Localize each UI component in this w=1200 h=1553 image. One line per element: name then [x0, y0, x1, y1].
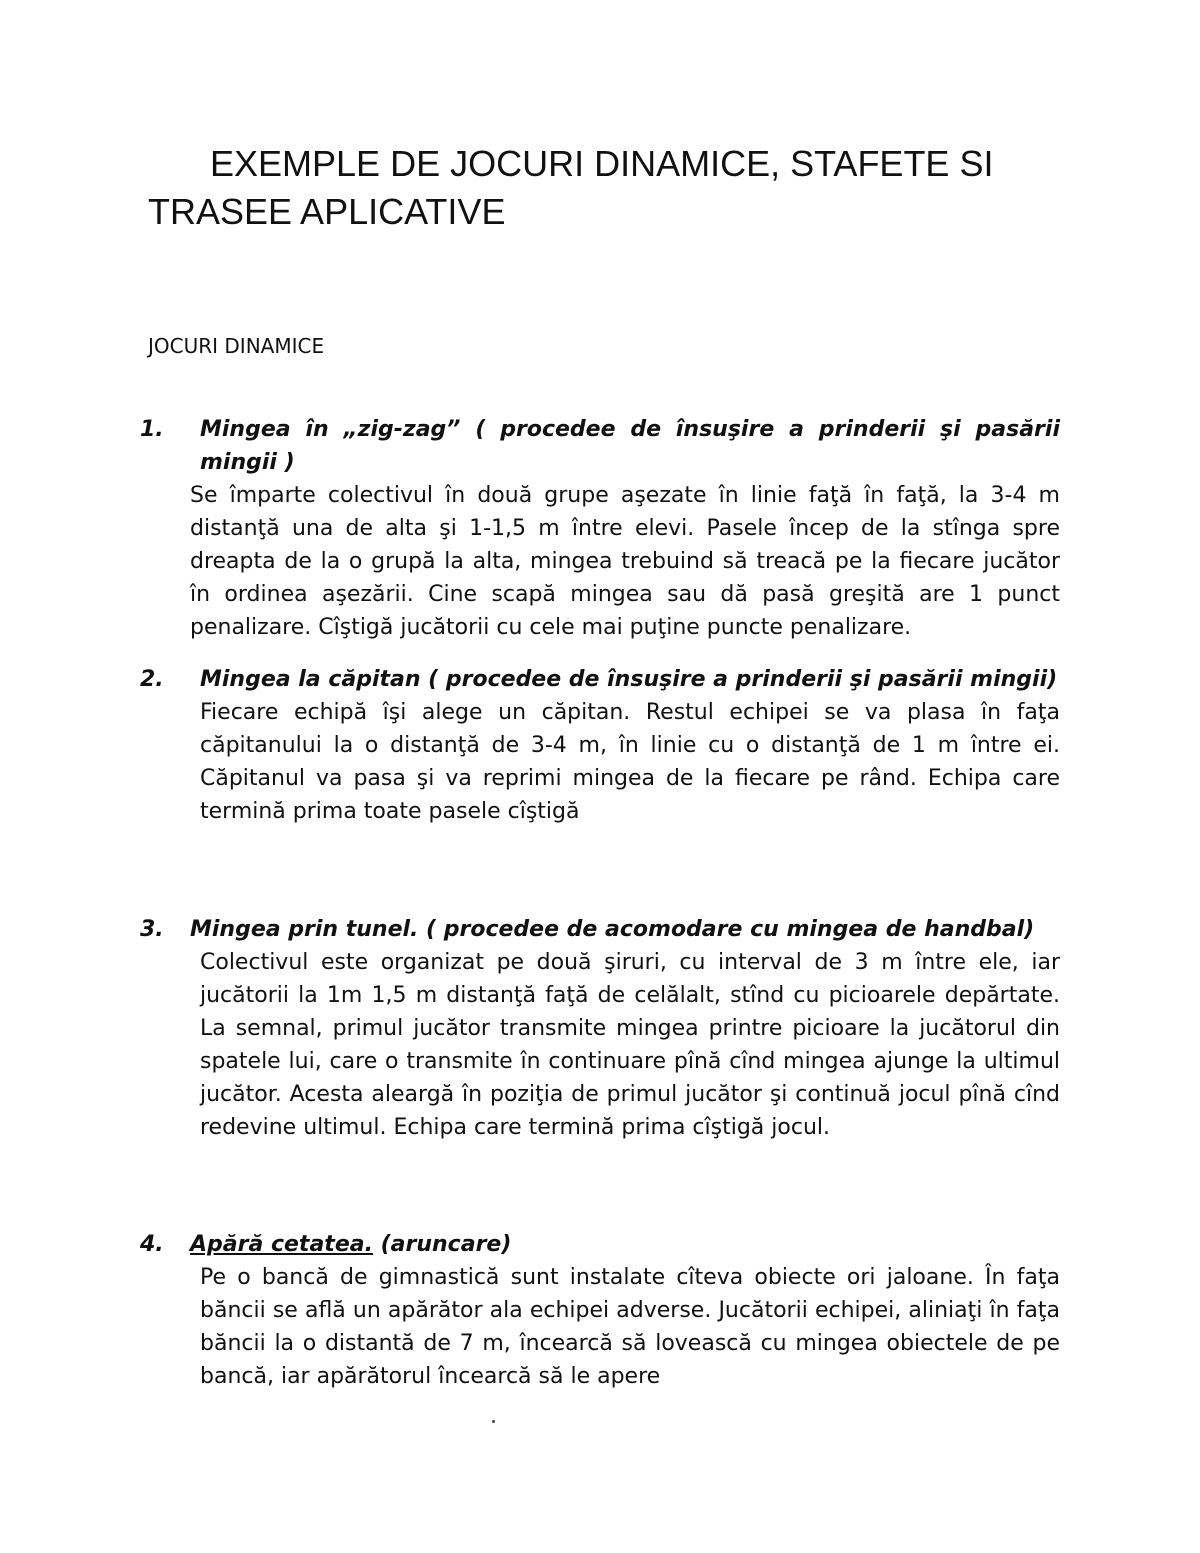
item-title-rest: (aruncare) [372, 1232, 512, 1257]
item-number: 4. [140, 1232, 164, 1257]
item-heading [140, 663, 1060, 696]
list-item [140, 663, 1060, 828]
title-line-1: EXEMPLE DE JOCURI DINAMICE, STAFETE SI [210, 143, 994, 184]
item-number: 1. [140, 417, 164, 442]
item-title: Mingea în „zig-zag” ( procedee de însuşire a prinderii şi pasării mingii ) [200, 417, 1060, 475]
item-number: 2. [140, 667, 164, 692]
item-number: 3. [140, 917, 164, 942]
title-line-2: TRASEE APLICATIVE [148, 191, 506, 232]
list-item [140, 1228, 1060, 1393]
item-title-underlined: Apără cetatea. [190, 1232, 373, 1257]
document-title [148, 140, 1048, 236]
item-heading [140, 913, 1060, 946]
item-heading [140, 1228, 1060, 1261]
section-heading: JOCURI DINAMICE [148, 334, 325, 358]
item-heading [140, 413, 1060, 479]
item-body: Pe o bancă de gimnastică sunt instalate cîteva obiecte ori jaloane. În faţa băncii se află un apărător ala echipei adverse. Jucătorii echipei, aliniaţi în faţa băncii la o distantă de 7 m, încearcă să lovească cu mingea obiectele de pe bancă, iar apărătorul încearcă să le apere [200, 1265, 1060, 1389]
page-mark [492, 1420, 495, 1423]
list-item [140, 913, 1060, 1144]
item-title [190, 1228, 1060, 1261]
list-item [140, 413, 1060, 644]
item-body: Fiecare echipă îşi alege un căpitan. Restul echipei se va plasa în faţa căpitanului la o distanţă de 3-4 m, în linie cu o distanţă de 1 m între ei. Căpitanul va pasa şi va reprimi mingea de la fiecare pe rând. Echipa care termină prima toate pasele cîştigă [200, 700, 1060, 824]
item-body: Colectivul este organizat pe două şiruri, cu interval de 3 m între ele, iar jucătorii la 1m 1,5 m distanţă faţă de celălalt, stînd cu picioarele depărtate. La semnal, primul jucător transmite mingea printre picioare la jucătorul din spatele lui, care o transmite în continuare pînă cînd mingea ajunge la ultimul jucător. Acesta aleargă în poziţia de primul jucător şi continuă jocul pînă cînd redevine ultimul. Echipa care termină prima cîştigă jocul. [200, 950, 1060, 1140]
item-body: Se împarte colectivul în două grupe aşezate în linie faţă în faţă, la 3-4 m distanţă una de alta şi 1-1,5 m între elevi. Pasele încep de la stînga spre dreapta de la o grupă la alta, mingea trebuind să treacă pe la fiecare jucător în ordinea aşezării. Cine scapă mingea sau dă pasă greşită are 1 punct penalizare. Cîştigă jucătorii cu cele mai puţine puncte penalizare. [190, 483, 1060, 640]
item-title: Mingea la căpitan ( procedee de însuşire a prinderii şi pasării mingii) [200, 667, 1058, 692]
item-title: Mingea prin tunel. ( procedee de acomodare cu mingea de handbal) [190, 917, 1035, 942]
